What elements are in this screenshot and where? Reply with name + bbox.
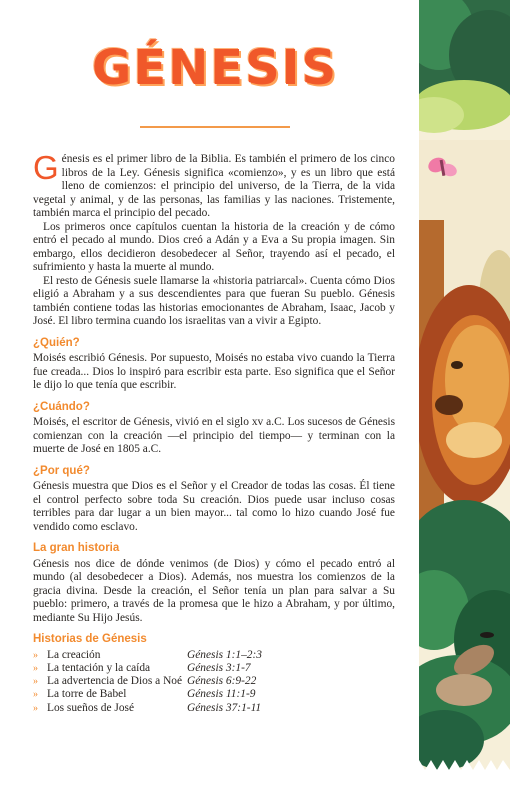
text-porque: Génesis muestra que Dios es el Señor y el Creador de todas las cosas. Él tiene el control perfecto sobre toda Su creación. Dios puede usar incluso cosas terribles para dar lugar a un bien mayor... tal como lo hizo cuando José fue vendido como esclavo. (33, 480, 395, 533)
story-title: La creación (47, 648, 101, 661)
list-item (33, 649, 395, 662)
intro-paragraph-2: Los primeros once capítulos cuentan la historia de la creación y de cómo entró el pecado al mundo. Dios creó a Adán y a Eva a Su propia imagen. Sin embargo, ellos decidieron desobedecer al Señor, trayendo así el pecado, el sufrimiento y hasta la muerte al mundo. (33, 220, 395, 273)
jungle-illustration (419, 0, 510, 786)
list-item (33, 688, 395, 701)
heading-porque: ¿Por qué? (33, 464, 90, 477)
bullet-icon: » (33, 676, 38, 688)
intro-paragraph-3: El resto de Génesis suele llamarse la «historia patriarcal». Cuenta cómo Dios eligió a Abraham y a sus descendientes para que fueran Su pueblo. Génesis también contiene todas las historias emocionantes de Abraham, Isaac, Jacob y José. El libro termina cuando los israelitas van a vivir a Egipto. (33, 274, 395, 327)
story-title: La advertencia de Dios a Noé (47, 675, 183, 688)
story-reference: Génesis 11:1-9 (187, 688, 256, 701)
drop-cap: G (33, 149, 59, 186)
text-gran-historia: Génesis nos dice de dónde venimos (de Dios) y cómo el pecado entró al mundo (al desobedecer a Dios). Además, nos muestra los comienzos de la gracia divina. Desde la creación, el Señor tenía un plan para salvar a Su pueblo: primero, a través de la promesa que le hizo a Abraham, y por último, mediante Su Hijo Jesús. (33, 557, 395, 624)
stories-list (33, 649, 395, 715)
bullet-icon: » (33, 649, 38, 661)
list-item (33, 675, 395, 688)
lion-icon (419, 285, 510, 505)
text-quien: Moisés escribió Génesis. Por supuesto, Moisés no estaba vivo cuando la Tierra fue creada... Dios lo inspiró para escribir esta parte. Eso significa que el Señor le dijo lo que tenía que escribir. (33, 352, 395, 391)
page-content (33, 149, 395, 715)
story-reference: Génesis 37:1-11 (187, 701, 262, 714)
illustration-strip (419, 0, 510, 786)
heading-gran-historia: La gran historia (33, 542, 120, 554)
story-reference: Génesis 3:1-7 (187, 661, 251, 674)
story-reference: Génesis 1:1–2:3 (187, 648, 262, 661)
title-divider (140, 126, 290, 128)
intro-paragraph-1 (33, 149, 395, 221)
bullet-icon: » (33, 662, 38, 674)
story-title: Los sueños de José (47, 701, 135, 714)
story-title: La tentación y la caída (47, 661, 151, 674)
book-title: GÉNESIS (91, 40, 339, 96)
bullet-icon: » (33, 702, 38, 714)
story-reference: Génesis 6:9-22 (187, 675, 257, 688)
heading-quien: ¿Quién? (33, 336, 80, 349)
heading-historias: Historias de Génesis (33, 633, 147, 645)
story-title: La torre de Babel (47, 688, 127, 701)
list-item (33, 662, 395, 675)
heading-cuando: ¿Cuándo? (33, 400, 90, 413)
bullet-icon: » (33, 689, 38, 701)
list-item (33, 702, 395, 715)
text-cuando: Moisés, el escritor de Génesis, vivió en el siglo xv a.C. Los sucesos de Génesis comienzan con la creación —el principio del tiempo— y terminan con la muerte de José en 1805 a.C. (33, 416, 395, 455)
intro-paragraph-1-text: énesis es el primer libro de la Biblia. Es también el primero de los cinco libros de la Ley. Génesis significa «comienzo», y es un libro que está lleno de comienzos: el principio del universo, de la Tierra, de la vida vegetal y animal, y de las personas, las familias y las naciones. Tristemente, también marca el principio del pecado. (33, 153, 395, 219)
